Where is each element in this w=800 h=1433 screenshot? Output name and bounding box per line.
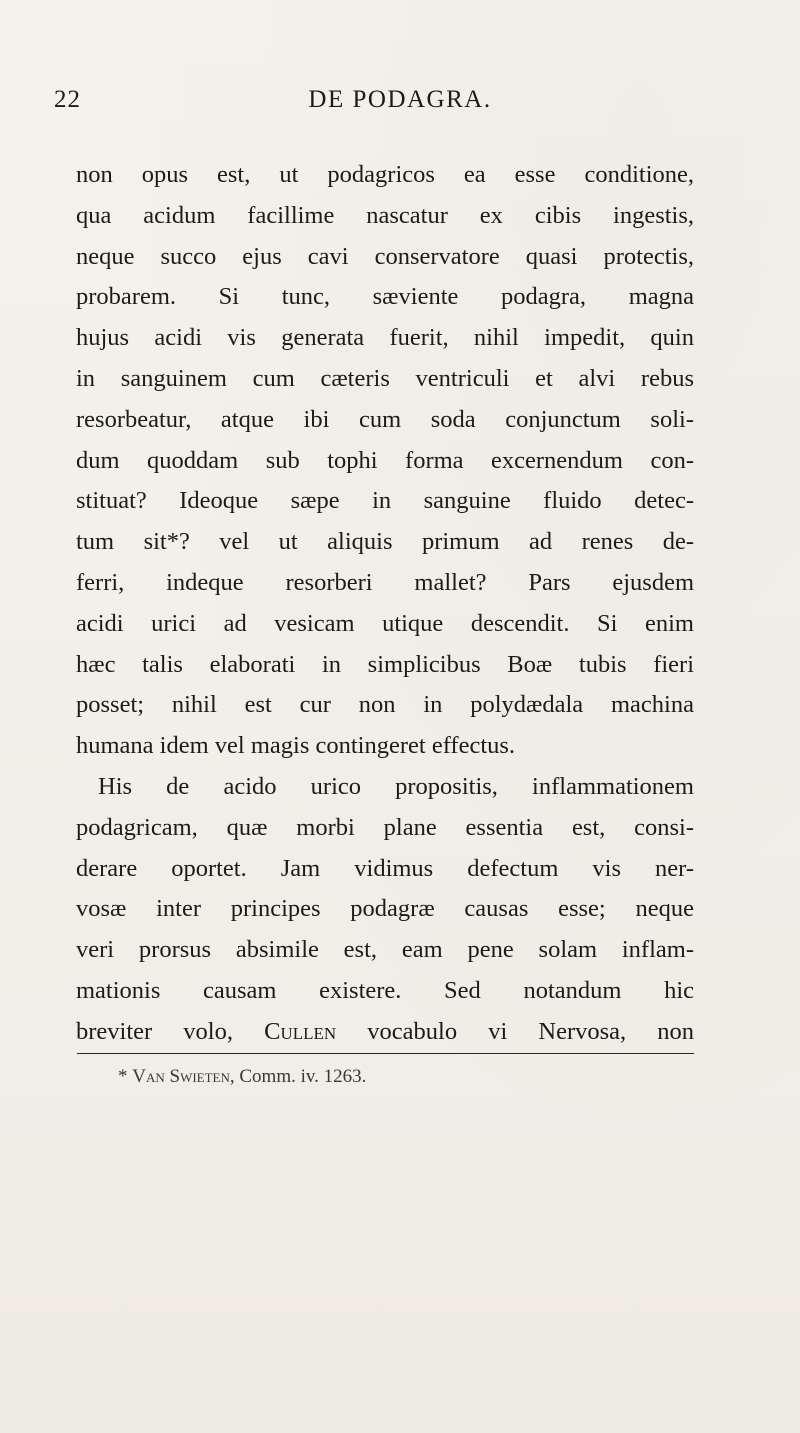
text-line: probarem. Si tunc, sæviente podagra, magna xyxy=(76,283,694,311)
text-line: qua acidum facillime nascatur ex cibis ingestis, xyxy=(76,201,694,229)
text-line: resorbeatur, atque ibi cum soda conjunctum soli- xyxy=(76,405,694,433)
author-name-cullen: Cullen xyxy=(264,1017,337,1045)
text-line: His de acido urico propositis, inflammationem xyxy=(98,772,694,800)
text-fragment: breviter volo, xyxy=(76,1017,233,1045)
footnote-marker: * xyxy=(118,1066,128,1087)
text-line: non opus est, ut podagricos ea esse conditione, xyxy=(76,161,694,188)
text-line: dum quoddam sub tophi forma excernendum con- xyxy=(76,446,694,474)
text-line: veri prorsus absimile est, eam pene solam inflam- xyxy=(76,936,694,964)
text-line: hæc talis elaborati in simplicibus Boæ tubis fieri xyxy=(76,650,694,678)
body-text xyxy=(76,155,694,1053)
running-head-title: DE PODAGRA. xyxy=(308,86,492,113)
text-line: ferri, indeque resorberi mallet? Pars ejusdem xyxy=(76,568,694,596)
footnote-rule xyxy=(77,1053,694,1054)
text-fragment: vocabulo vi Nervosa, non xyxy=(367,1017,695,1045)
text-line: mationis causam existere. Sed notandum hic xyxy=(76,976,694,1004)
text-line: neque succo ejus cavi conservatore quasi protectis, xyxy=(76,242,694,270)
footnote-author: Van Swieten, xyxy=(132,1066,235,1087)
text-line: hujus acidi vis generata fuerit, nihil impedit, quin xyxy=(76,324,694,352)
text-line-mixed xyxy=(76,1012,694,1053)
footnote xyxy=(118,1066,366,1088)
footnote-reference: Comm. iv. 1263. xyxy=(239,1066,367,1087)
text-line: humana idem vel magis contingeret effectus. xyxy=(76,732,516,760)
text-line: vosæ inter principes podagræ causas esse; neque xyxy=(76,895,694,923)
text-line: podagricam, quæ morbi plane essentia est, consi- xyxy=(76,813,694,841)
page-number: 22 xyxy=(54,86,81,113)
text-line: tum sit*? vel ut aliquis primum ad renes de- xyxy=(76,528,694,556)
text-line: stituat? Ideoque sæpe in sanguine fluido detec- xyxy=(76,487,694,515)
text-line: acidi urici ad vesicam utique descendit. Si enim xyxy=(76,609,694,637)
text-line: posset; nihil est cur non in polydædala machina xyxy=(76,691,694,719)
text-line: derare oportet. Jam vidimus defectum vis ner- xyxy=(76,854,694,882)
text-line: in sanguinem cum cæteris ventriculi et alvi rebus xyxy=(76,364,694,392)
